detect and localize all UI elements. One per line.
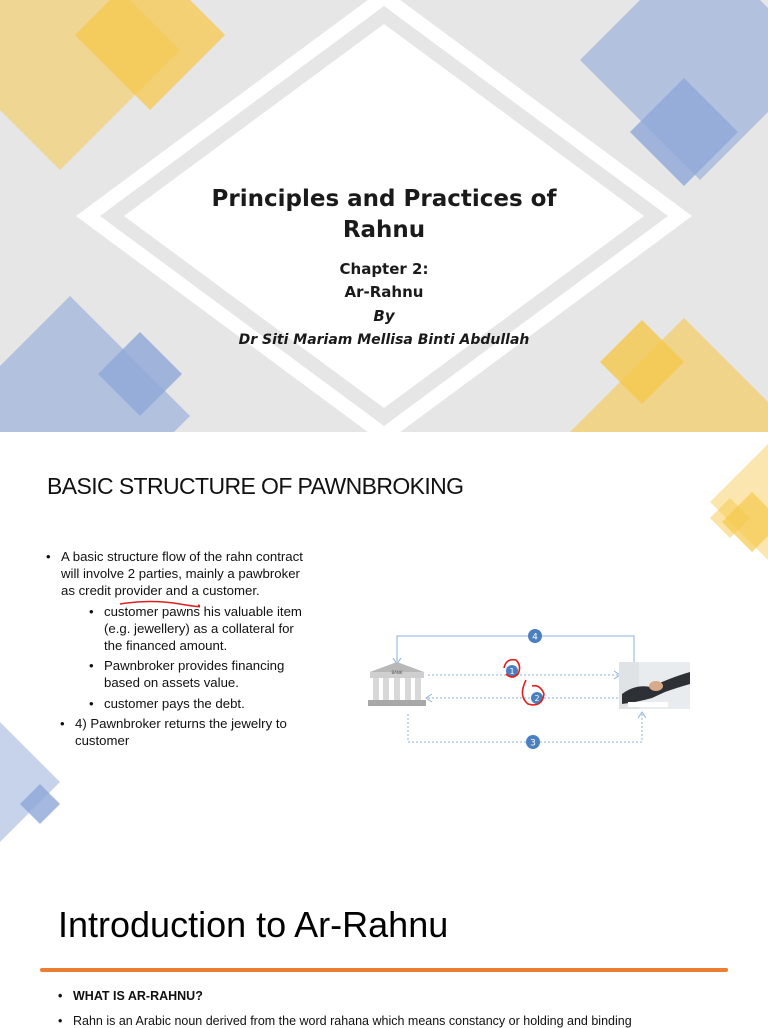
presentation-title: Principles and Practices of Rahnu [211,186,557,243]
handwritten-underline [110,596,200,610]
chapter-title: Ar-Rahnu [344,283,424,301]
title-slide [0,0,768,432]
orange-underline-rule [40,968,728,972]
step-label-3: 3 [530,738,536,749]
sub-bullet-financing: • Pawnbroker provides financing based on assets value. [89,657,304,691]
bank-label: BANK [391,670,403,675]
author-name: Dr Siti Mariam Mellisa Binti Abdullah [238,332,530,348]
chapter-number: Chapter 2: [339,260,429,278]
slide2-title: BASIC STRUCTURE OF PAWNBROKING [47,473,464,499]
bank-building-icon [368,662,426,706]
step-label-2: 2 [534,694,540,703]
what-is-ar-rahnu-bullet [58,989,203,1003]
sub-bullet-pays-debt: • customer pays the debt. [89,695,304,712]
pawnbroking-flow-diagram [360,622,700,762]
bullet-intro: • A basic structure flow of the rahn contract will involve 2 parties, mainly a pawbroker as credit provider and a customer. [46,548,304,600]
slide3-title: Introduction to Ar-Rahnu [58,904,449,945]
rahn-definition-bullet [58,1014,632,1028]
flow-line-3 [408,714,642,742]
step-label-4: 4 [532,632,538,643]
flow-line-4 [397,636,634,662]
by-label: By [373,307,395,325]
bullet-step4: • 4) Pawnbroker returns the jewelry to customer [60,715,304,749]
structure-bullet-list [46,548,304,749]
title-block [184,184,584,352]
step-label-1: 1 [509,667,515,676]
rahn-definition-text: Rahn is an Arabic noun derived from the word rahana which means constancy or holding and binding [73,1014,632,1028]
handshake-photo-icon [619,662,690,709]
what-is-ar-rahnu-text: WHAT IS AR-RAHNU? [73,989,203,1003]
sub-bullet-pawn: • customer pawns his valuable item (e.g. jewellery) as a collateral for the financed amount. [89,603,304,655]
